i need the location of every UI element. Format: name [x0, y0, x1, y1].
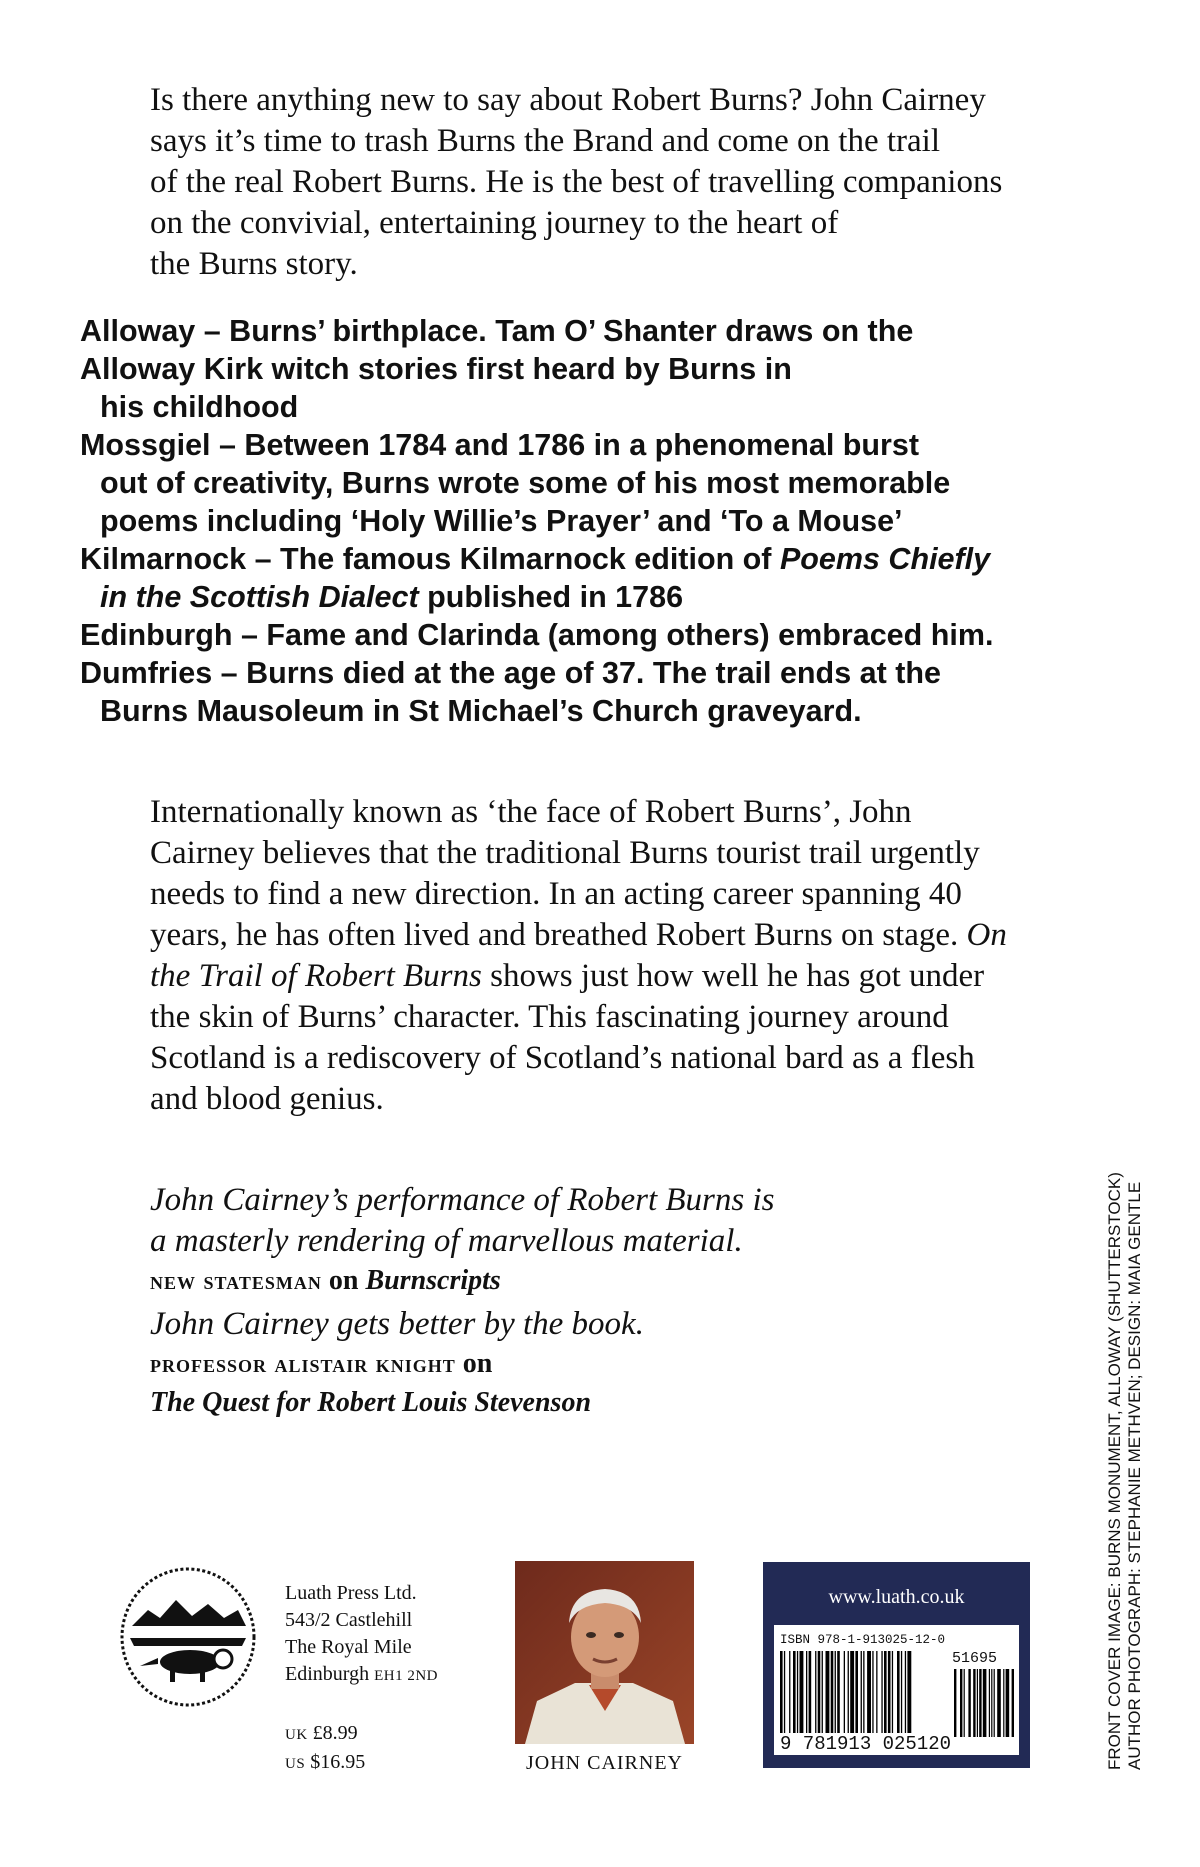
- book-title: the Trail of Robert Burns: [150, 958, 482, 994]
- barcode-addon-bar: [994, 1669, 995, 1737]
- prices: [285, 1720, 365, 1778]
- trail-kilmarnock-cont: [80, 578, 1140, 616]
- quote-attribution: [150, 1262, 910, 1300]
- about-line: Internationally known as ‘the face of Robert Burns’, John: [150, 794, 912, 830]
- barcode-addon-bar: [979, 1669, 981, 1737]
- about-line: and blood genius.: [150, 1081, 384, 1117]
- quote-text: John Cairney gets better by the book.: [150, 1306, 644, 1342]
- price-uk-label: UK: [285, 1727, 308, 1743]
- publisher-mile: The Royal Mile: [285, 1636, 412, 1658]
- barcode-bar: [800, 1651, 804, 1737]
- barcode-bar: [818, 1651, 821, 1737]
- barcode-bar: [831, 1651, 834, 1737]
- barcode-bar: [876, 1651, 877, 1737]
- barcode-addon-bar: [1003, 1669, 1004, 1737]
- price-uk: [285, 1720, 365, 1749]
- barcode-bar: [780, 1651, 783, 1737]
- intro-line: Is there anything new to say about Robert Burns? John Cairney: [150, 82, 986, 118]
- trail-kilmarnock-text: Kilmarnock – The famous Kilmarnock edition of: [80, 542, 780, 576]
- trail-dumfries: Dumfries – Burns died at the age of 37. The trail ends at the: [80, 656, 941, 690]
- trail-alloway-cont: his childhood: [100, 390, 299, 424]
- trail-alloway: Alloway – Burns’ birthplace. Tam O’ Shanter draws on the: [80, 314, 914, 348]
- image-credits: [1105, 1172, 1145, 1770]
- barcode-addon-bar: [1006, 1669, 1010, 1737]
- intro-line: on the convivial, entertaining journey to the heart of: [150, 205, 839, 241]
- barcode-addon-bar: [983, 1669, 987, 1737]
- quote-source: new statesman: [150, 1266, 322, 1295]
- barcode-addon-bar: [991, 1669, 992, 1737]
- trail-kilmarnock-text: published in 1786: [418, 580, 684, 614]
- barcode-bar: [888, 1651, 891, 1737]
- barcode-bar: [905, 1651, 906, 1737]
- postcode: EH1 2ND: [374, 1668, 438, 1684]
- trail-edinburgh: Edinburgh – Fame and Clarinda (among others) embraced him.: [80, 618, 994, 652]
- about-paragraph: [150, 792, 1070, 1120]
- book-title: Poems Chiefly: [779, 542, 991, 576]
- barcode-bar: [855, 1651, 858, 1737]
- trail-mossgiel-cont: poems including ‘Holy Willie’s Prayer’ and ‘To a Mouse’: [100, 504, 903, 538]
- barcode-bar: [793, 1651, 796, 1737]
- barcode-bar: [848, 1651, 849, 1737]
- barcode-bar: [789, 1651, 790, 1737]
- barcode-bar: [844, 1651, 845, 1737]
- about-text: shows just how well he has got under: [481, 958, 985, 994]
- barcode-bar: [837, 1651, 840, 1737]
- barcode-bar: [867, 1651, 871, 1737]
- book-title: On: [966, 917, 1007, 953]
- quote-text: a masterly rendering of marvellous material.: [150, 1223, 743, 1259]
- price-us-value: $16.95: [305, 1751, 366, 1773]
- barcode-addon-bar: [989, 1669, 990, 1737]
- price-us-label: US: [285, 1756, 306, 1772]
- barcode-bar: [881, 1651, 882, 1737]
- quote-attribution: [150, 1383, 910, 1423]
- publisher-city: [285, 1661, 438, 1690]
- trail-mossgiel-cont: out of creativity, Burns wrote some of his most memorable: [100, 466, 951, 500]
- barcode-bar: [901, 1651, 902, 1737]
- quote-attribution: [150, 1345, 910, 1383]
- barcode-bar: [861, 1651, 862, 1737]
- city: Edinburgh: [285, 1663, 375, 1685]
- trail-dumfries-cont: Burns Mausoleum in St Michael’s Church graveyard.: [100, 694, 862, 728]
- barcode-addon: 51695: [952, 1650, 998, 1667]
- trail-mossgiel: Mossgiel – Between 1784 and 1786 in a phenomenal burst: [80, 428, 920, 462]
- trail-kilmarnock: [80, 540, 1140, 578]
- attribution-on: on: [321, 1265, 366, 1296]
- about-line: the skin of Burns’ character. This fascinating journey around: [150, 999, 949, 1035]
- barcode-addon-bar: [960, 1669, 962, 1737]
- about-line: [150, 915, 1070, 956]
- barcode-bar: [815, 1651, 816, 1737]
- trail-alloway-cont: Alloway Kirk witch stories first heard by Burns in: [80, 352, 792, 386]
- barcode-bar: [850, 1651, 854, 1737]
- barcode-number: 9 781913 025120: [780, 1733, 954, 1755]
- publisher-name: Luath Press Ltd.: [285, 1582, 417, 1604]
- barcode-bar: [806, 1651, 807, 1737]
- author-photo-caption: JOHN CAIRNEY: [526, 1752, 683, 1774]
- intro-paragraph: [150, 80, 1070, 285]
- barcode-addon-bar: [964, 1669, 965, 1737]
- book-title: in the Scottish Dialect: [100, 580, 419, 614]
- barcode-addon-bar: [997, 1669, 1001, 1737]
- author-photo: [515, 1561, 694, 1744]
- review-quotes: [150, 1180, 910, 1423]
- barcode-addon-bar: [968, 1669, 970, 1737]
- quote-source: professor alistair knight: [150, 1349, 456, 1378]
- barcode-bar: [797, 1651, 798, 1737]
- intro-line: says it’s time to trash Burns the Brand and come on the trail: [150, 123, 941, 159]
- publisher-street: 543/2 Castlehill: [285, 1609, 413, 1631]
- about-text: years, he has often lived and breathed Robert Burns on stage.: [150, 917, 967, 953]
- about-line: Cairney believes that the traditional Burns tourist trail urgently: [150, 835, 980, 871]
- barcode-addon-bar: [973, 1669, 975, 1737]
- barcode-bar: [809, 1651, 812, 1737]
- about-line: Scotland is a rediscovery of Scotland’s national bard as a flesh: [150, 1040, 975, 1076]
- barcode-bar: [897, 1651, 900, 1737]
- barcode-bar: [822, 1651, 823, 1737]
- publisher-url: www.luath.co.uk: [828, 1586, 965, 1608]
- attribution-on: on: [455, 1348, 493, 1379]
- intro-line: of the real Robert Burns. He is the best of travelling companions: [150, 164, 1003, 200]
- quote-text: John Cairney’s performance of Robert Burns is: [150, 1182, 775, 1218]
- isbn-text: ISBN 978-1-913025-12-0: [780, 1633, 946, 1647]
- barcode-bar: [892, 1651, 893, 1737]
- about-line: needs to find a new direction. In an acting career spanning 40: [150, 876, 962, 912]
- credit-cover: FRONT COVER IMAGE: BURNS MONUMENT, ALLOWAY (SHUTTERSTOCK): [1105, 1172, 1124, 1770]
- barcode-addon-bar: [1012, 1669, 1014, 1737]
- barcode-addon-bar: [977, 1669, 978, 1737]
- barcode-bar: [907, 1651, 911, 1737]
- barcode-bar: [835, 1651, 836, 1737]
- intro-line: the Burns story.: [150, 246, 358, 282]
- barcode-bar: [884, 1651, 887, 1737]
- barcode-area: [774, 1625, 1019, 1755]
- barcode-bar: [872, 1651, 873, 1737]
- trail-list: [80, 312, 1140, 730]
- luath-logo: [118, 1566, 258, 1708]
- price-us: [285, 1749, 365, 1778]
- barcode-bar: [863, 1651, 864, 1737]
- barcode-panel: [763, 1562, 1030, 1768]
- barcode-bar: [826, 1651, 830, 1737]
- about-line: [150, 956, 1070, 997]
- publisher-address: [285, 1580, 438, 1690]
- quote-work: The Quest for Robert Louis Stevenson: [150, 1387, 592, 1418]
- barcode-bar: [784, 1651, 785, 1737]
- quote-work: Burnscripts: [365, 1265, 501, 1296]
- credit-author-design: AUTHOR PHOTOGRAPH: STEPHANIE METHVEN; DESIGN: MAIA GENTLE: [1125, 1181, 1144, 1770]
- price-uk-value: £8.99: [307, 1722, 358, 1744]
- barcode-addon-bar: [954, 1669, 956, 1737]
